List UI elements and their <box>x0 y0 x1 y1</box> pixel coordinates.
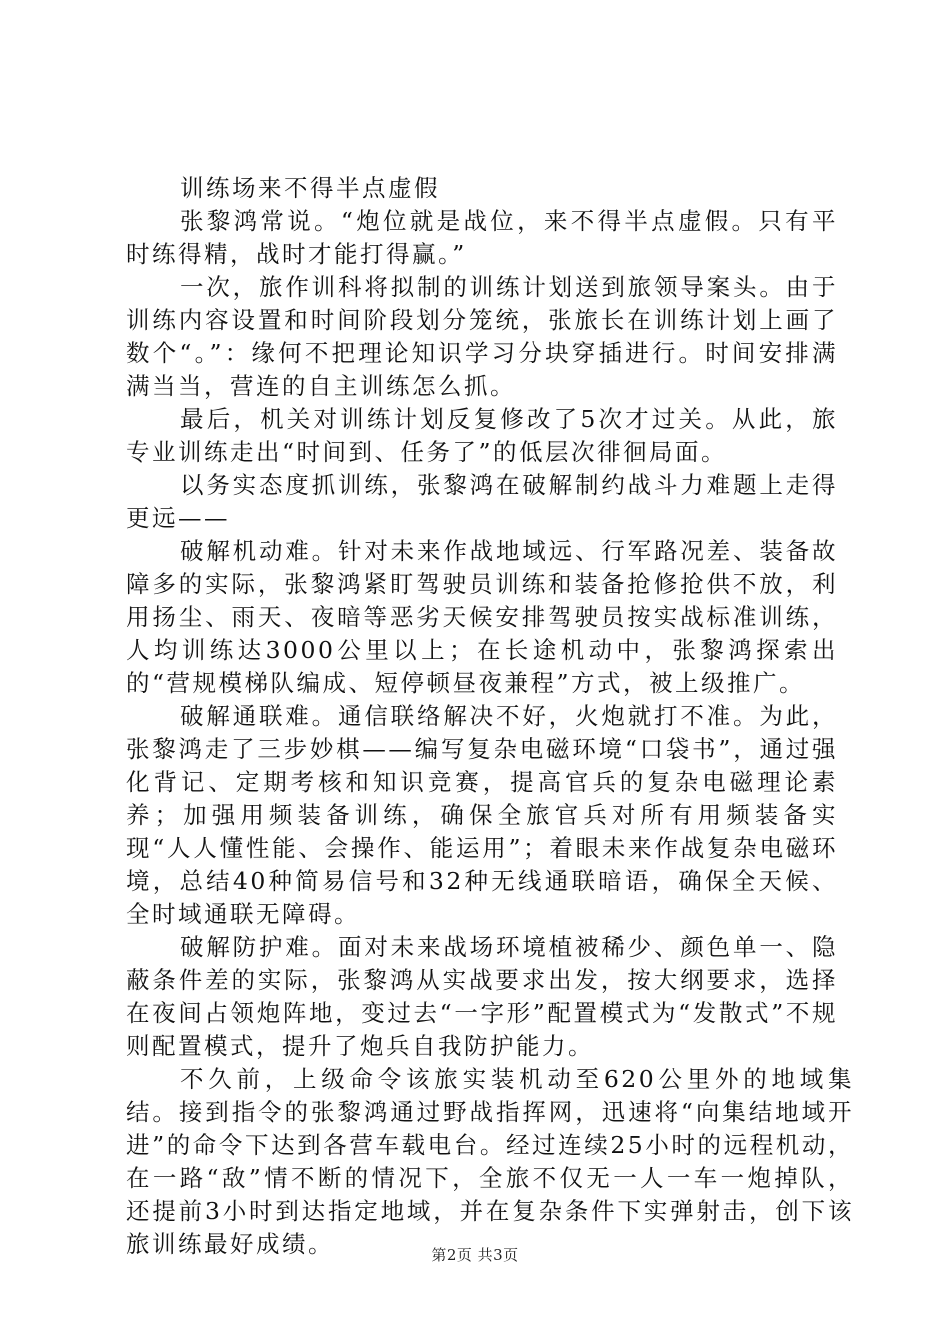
page-number-footer: 第2页 共3页 <box>431 1246 519 1264</box>
paragraph-protection: 破解防护难。面对未来战场环境植被稀少、颜色单一、隐蔽条件差的实际，张黎鸿从实战要求出发，按大纲要求，选择在夜间占领炮阵地，变过去“一字形”配置模式为“发散式”不规则配置模式，提升了炮兵自我防护能力。 <box>126 933 838 1060</box>
paragraph-communication: 破解通联难。通信联络解决不好，火炮就打不准。为此，张黎鸿走了三步妙棋——编写复杂电磁环境“口袋书”，通过强化背记、定期考核和知识竞赛，提高官兵的复杂电磁理论素养；加强用频装备训练，确保全旅官兵对所有用频装备实现“人人懂性能、会操作、能运用”；着眼未来作战复杂电磁环境，总结40种简易信号和32种无线通联暗语，确保全天候、全时域通联无障碍。 <box>126 702 838 928</box>
section-heading: 训练场来不得半点虚假 <box>180 174 440 202</box>
paragraph-quote: 张黎鸿常说。“炮位就是战位，来不得半点虚假。只有平时练得精，战时才能打得赢。” <box>126 207 838 268</box>
document-body <box>126 172 854 1261</box>
paragraph-exercise: 不久前，上级命令该旅实装机动至620公里外的地域集结。接到指令的张黎鸿通过野战指挥网，迅速将“向集结地域开进”的命令下达到各营车载电台。经过连续25小时的远程机动，在一路“敌”情不断的情况下，全旅不仅无一人一车一炮掉队，还提前3小时到达指定地域，并在复杂条件下实弹射击，创下该旅训练最好成绩。 <box>126 1065 854 1258</box>
paragraph-intro: 以务实态度抓训练，张黎鸿在破解制约战斗力难题上走得更远—— <box>126 471 838 532</box>
paragraph-training-plan: 一次，旅作训科将拟制的训练计划送到旅领导案头。由于训练内容设置和时间阶段划分笼统，张旅长在训练计划上画了数个“。”：缘何不把理论知识学习分块穿插进行。时间安排满满当当，营连的自主训练怎么抓。 <box>126 273 838 400</box>
paragraph-mobility: 破解机动难。针对未来作战地域远、行军路况差、装备故障多的实际，张黎鸿紧盯驾驶员训练和装备抢修抢供不放，利用扬尘、雨天、夜暗等恶劣天候安排驾驶员按实战标准训练，人均训练达3000公里以上；在长途机动中，张黎鸿探索出的“营规模梯队编成、短停顿昼夜兼程”方式，被上级推广。 <box>126 537 838 697</box>
paragraph-revision: 最后，机关对训练计划反复修改了5次才过关。从此，旅专业训练走出“时间到、任务了”的低层次徘徊局面。 <box>126 405 838 466</box>
